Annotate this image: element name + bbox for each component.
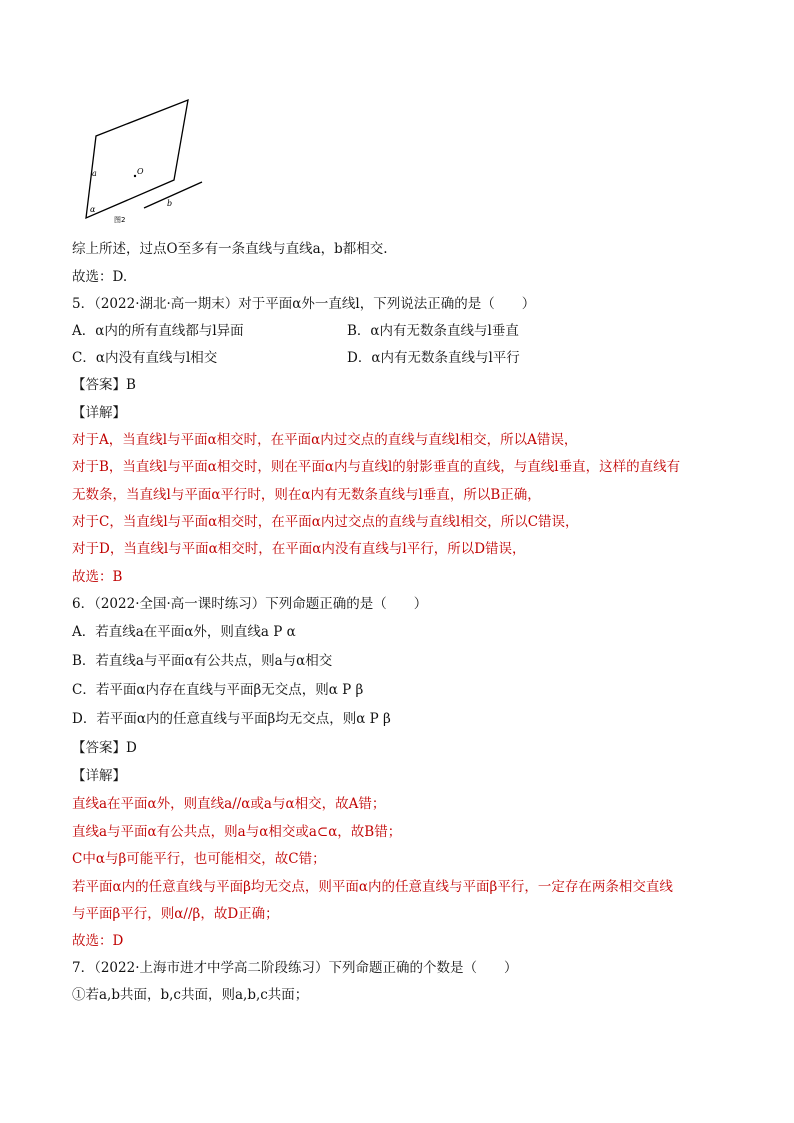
q5-detail-line: 故选：B bbox=[72, 569, 123, 585]
q5-option-a: A．α内的所有直线都与l异面 bbox=[72, 323, 244, 339]
label-O: O bbox=[137, 167, 144, 176]
q5-stem: 5．（2022·湖北·高一期末）对于平面α外一直线l，下列说法正确的是（ ） bbox=[72, 296, 536, 312]
q6-detail-line: 直线a在平面α外，则直线a//α或a与α相交，故A错； bbox=[72, 796, 386, 812]
q6-option-b: B．若直线a与平面α有公共点，则a与α相交 bbox=[72, 653, 333, 669]
q6-stem: 6．（2022·全国·高一课时练习）下列命题正确的是（ ） bbox=[72, 596, 428, 612]
q6-option-d: D．若平面α内的任意直线与平面β均无交点，则α P β bbox=[72, 711, 391, 727]
q6-option-a: A．若直线a在平面α外，则直线a P α bbox=[72, 624, 296, 640]
q6-option-c: C．若平面α内存在直线与平面β无交点，则α P β bbox=[72, 682, 364, 698]
line-b bbox=[144, 182, 202, 208]
q6-detail-line: 若平面α内的任意直线与平面β均无交点，则平面α内的任意直线与平面β平行，一定存在两条相交直线 bbox=[72, 879, 673, 895]
label-alpha: α bbox=[90, 205, 96, 214]
figure-caption: 图2 bbox=[114, 216, 126, 224]
q7-stem: 7．（2022·上海市进才中学高二阶段练习）下列命题正确的个数是（ ） bbox=[72, 960, 518, 976]
q5-option-d: D．α内有无数条直线与l平行 bbox=[347, 350, 520, 366]
q6-detail-line: 与平面β平行，则α//β，故D正确； bbox=[72, 906, 279, 922]
q5-option-b: B．α内有无数条直线与l垂直 bbox=[347, 323, 519, 339]
q5-detail-label: 【详解】 bbox=[72, 405, 126, 421]
q4-answer: 故选：D. bbox=[72, 269, 128, 285]
plane-figure bbox=[80, 96, 220, 230]
q5-detail-line: 对于C，当直线l与平面α相交时，在平面α内过交点的直线与直线l相交，所以C错误， bbox=[72, 514, 579, 530]
label-b: b bbox=[167, 199, 173, 208]
q5-detail-line: 对于B，当直线l与平面α相交时，则在平面α内与直线l的射影垂直的直线，与直线l垂直，这样的直线有 bbox=[72, 459, 681, 475]
q5-detail-line: 对于A，当直线l与平面α相交时，在平面α内过交点的直线与直线l相交，所以A错误， bbox=[72, 432, 578, 448]
q6-answer-label: 【答案】D bbox=[72, 740, 137, 756]
q4-conclusion: 综上所述，过点O至多有一条直线与直线a，b都相交. bbox=[72, 241, 388, 257]
point-O bbox=[134, 175, 136, 177]
plane-parallelogram bbox=[86, 100, 188, 218]
q5-detail-line: 无数条，当直线l与平面α平行时，则在α内有无数条直线与l垂直，所以B正确， bbox=[72, 487, 541, 503]
q5-detail-line: 对于D，当直线l与平面α相交时，在平面α内没有直线与l平行，所以D错误， bbox=[72, 541, 526, 557]
label-a: a bbox=[92, 169, 97, 178]
q5-answer-label: 【答案】B bbox=[72, 377, 136, 393]
q5-option-c: C．α内没有直线与l相交 bbox=[72, 350, 218, 366]
q6-detail-line: C中α与β可能平行，也可能相交，故C错； bbox=[72, 851, 326, 867]
q6-detail-line: 故选：D bbox=[72, 933, 124, 949]
q6-detail-label: 【详解】 bbox=[72, 768, 126, 784]
q7-item-1: ①若a,b共面，b,c共面，则a,b,c共面； bbox=[72, 987, 309, 1003]
q6-detail-line: 直线a与平面α有公共点，则a与α相交或a⊂α，故B错； bbox=[72, 824, 402, 840]
